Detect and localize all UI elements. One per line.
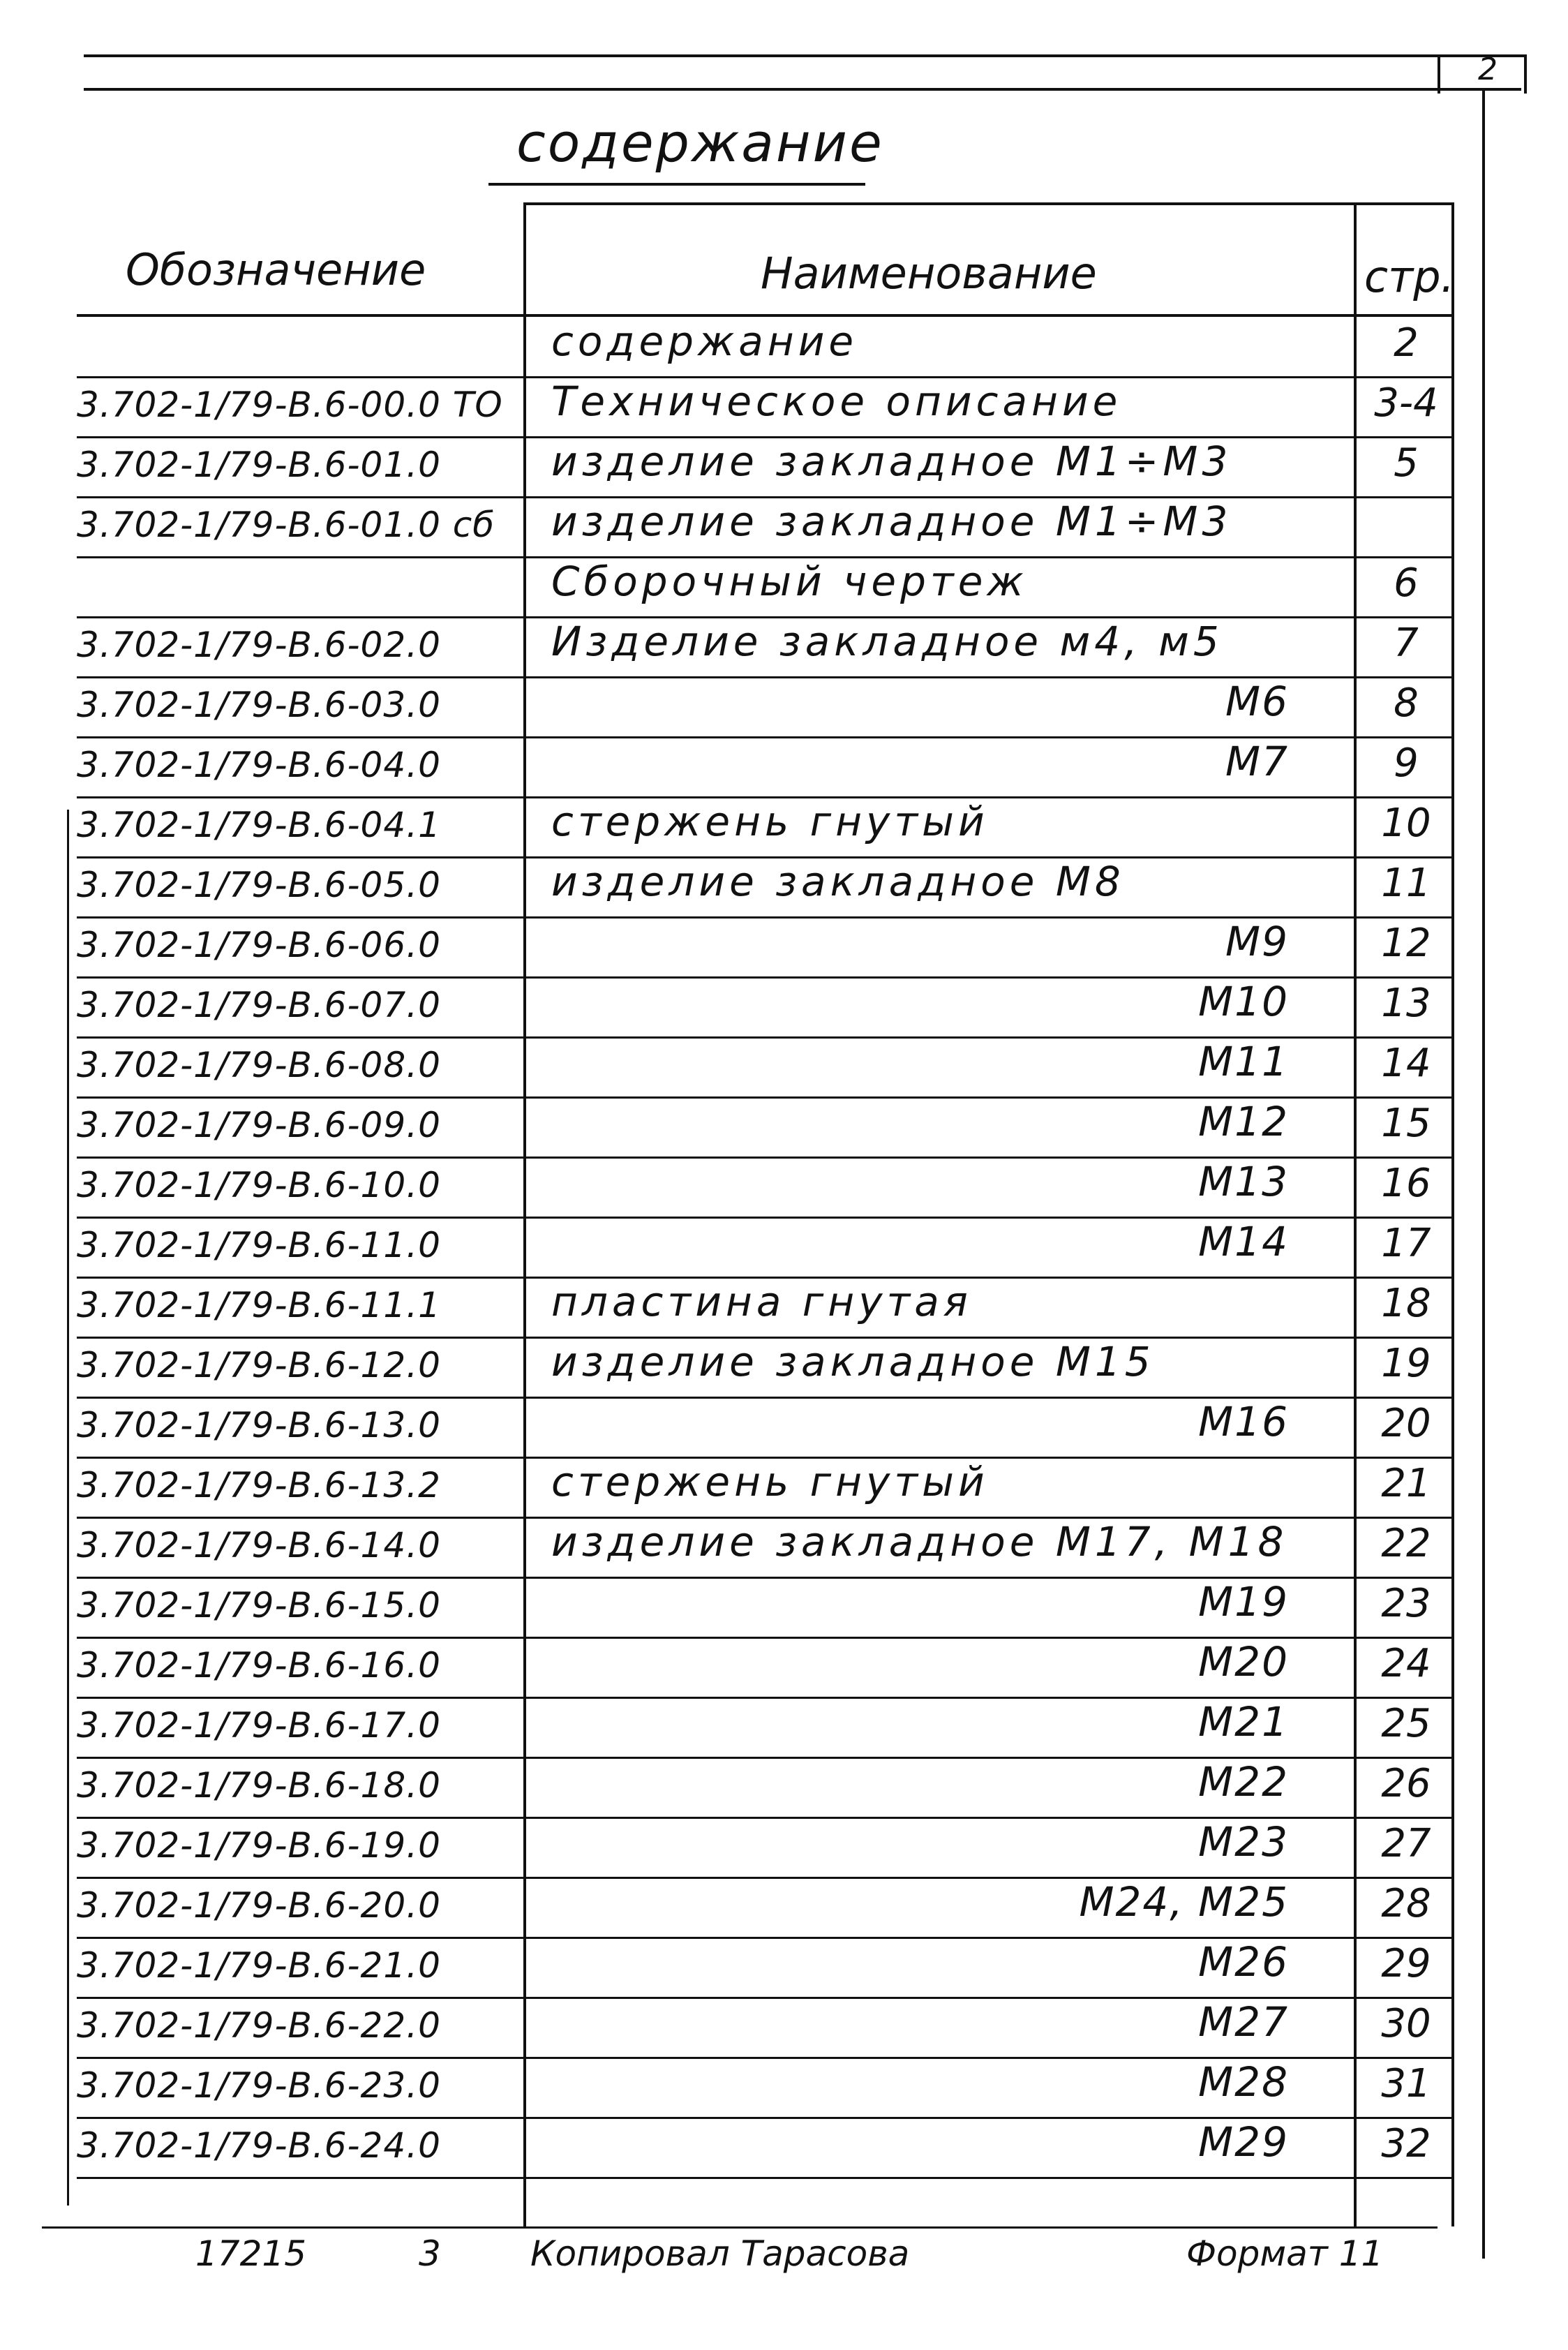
- row-page: 2: [1394, 320, 1419, 366]
- row-designation: 3.702-1/79-В.6-01.0 сб: [77, 505, 495, 545]
- table-row: [0, 1098, 1568, 1158]
- row-page: 18: [1381, 1281, 1431, 1326]
- row-name: изделие закладное М17, М18: [551, 1518, 1288, 1566]
- row-name: изделие закладное М1÷М3: [551, 498, 1232, 545]
- row-page: 11: [1381, 861, 1431, 906]
- row-designation: 3.702-1/79-В.6-08.0: [77, 1045, 441, 1085]
- row-page: 28: [1381, 1881, 1431, 1926]
- row-page: 30: [1381, 2001, 1431, 2046]
- table-row: [0, 918, 1568, 978]
- page-number: 2: [1478, 52, 1498, 87]
- row-page: 5: [1394, 440, 1419, 486]
- row-designation: 3.702-1/79-В.6-17.0: [77, 1705, 441, 1746]
- table-row: [0, 378, 1568, 438]
- table-row: [0, 1338, 1568, 1398]
- table-row: [0, 2118, 1568, 2178]
- row-designation: 3.702-1/79-В.6-10.0: [77, 1165, 441, 1205]
- footer-order-number: 17215: [195, 2233, 307, 2274]
- row-name: М29: [1198, 2118, 1289, 2166]
- row-page: 8: [1394, 681, 1419, 726]
- row-name: Сборочный чертеж: [551, 558, 1028, 605]
- row-separator: [77, 2177, 1454, 2179]
- row-designation: 3.702-1/79-В.6-06.0: [77, 925, 441, 965]
- row-page: 22: [1381, 1521, 1431, 1566]
- row-page: 26: [1381, 1761, 1431, 1806]
- table-row: [0, 438, 1568, 498]
- table-row: [0, 1698, 1568, 1758]
- row-page: 14: [1381, 1041, 1431, 1086]
- table-row: [0, 558, 1568, 618]
- row-designation: 3.702-1/79-В.6-09.0: [77, 1105, 441, 1145]
- table-row: [0, 1638, 1568, 1698]
- row-name: стержень гнутый: [551, 798, 989, 845]
- page-title: содержание: [516, 112, 884, 174]
- table-row: [0, 1998, 1568, 2058]
- table-row: [0, 618, 1568, 678]
- title-underline: [488, 183, 865, 186]
- row-name: М9: [1225, 918, 1289, 965]
- row-page: 29: [1381, 1941, 1431, 1986]
- row-name: М13: [1198, 1158, 1289, 1205]
- row-designation: 3.702-1/79-В.6-04.1: [77, 805, 441, 845]
- row-page: 3-4: [1374, 380, 1438, 426]
- row-page: 10: [1381, 801, 1431, 846]
- row-page: 12: [1381, 921, 1431, 966]
- row-designation: 3.702-1/79-В.6-11.0: [77, 1225, 441, 1265]
- row-name: пластина гнутая: [551, 1278, 972, 1325]
- table-row: [0, 738, 1568, 798]
- row-designation: 3.702-1/79-В.6-14.0: [77, 1525, 441, 1566]
- header-top-rule: [523, 202, 1454, 205]
- row-designation: 3.702-1/79-В.6-22.0: [77, 2005, 441, 2046]
- row-designation: 3.702-1/79-В.6-15.0: [77, 1585, 441, 1626]
- row-designation: 3.702-1/79-В.6-16.0: [77, 1645, 441, 1686]
- row-name: М24, М25: [1079, 1878, 1289, 1926]
- table-row: [0, 978, 1568, 1038]
- row-name: М20: [1198, 1638, 1289, 1686]
- footer-sheet: 3: [419, 2233, 441, 2274]
- table-row: [0, 1038, 1568, 1098]
- row-designation: 3.702-1/79-В.6-03.0: [77, 685, 441, 725]
- row-name: М19: [1198, 1578, 1289, 1626]
- row-name: стержень гнутый: [551, 1458, 989, 1505]
- row-designation: 3.702-1/79-В.6-05.0: [77, 865, 441, 905]
- row-page: 19: [1381, 1341, 1431, 1386]
- row-name: М27: [1198, 1998, 1289, 2046]
- row-name: изделие закладное М8: [551, 858, 1125, 905]
- row-page: 21: [1381, 1461, 1431, 1506]
- table-row: [0, 2058, 1568, 2118]
- row-designation: 3.702-1/79-В.6-24.0: [77, 2125, 441, 2166]
- row-name: М6: [1225, 678, 1289, 725]
- row-page: 23: [1381, 1581, 1431, 1626]
- row-name: содержание: [551, 318, 858, 365]
- row-designation: 3.702-1/79-В.6-11.1: [77, 1285, 441, 1325]
- row-name: М26: [1198, 1938, 1289, 1986]
- table-row: [0, 1158, 1568, 1218]
- table-row: [0, 678, 1568, 738]
- header-name: Наименование: [761, 248, 1097, 299]
- row-designation: 3.702-1/79-В.6-18.0: [77, 1765, 441, 1806]
- row-page: 32: [1381, 2121, 1431, 2166]
- row-designation: 3.702-1/79-В.6-07.0: [77, 985, 441, 1025]
- row-name: М11: [1198, 1038, 1289, 1085]
- row-name: изделие закладное М1÷М3: [551, 438, 1232, 485]
- table-bottom-rule: [42, 2226, 1438, 2229]
- footer-format: Формат 11: [1186, 2233, 1384, 2274]
- table-row: [0, 1878, 1568, 1938]
- table-row: [0, 1518, 1568, 1578]
- row-page: 16: [1381, 1161, 1431, 1206]
- header-designation: Обозначение: [126, 244, 426, 295]
- table-row: [0, 318, 1568, 378]
- row-page: 7: [1394, 620, 1419, 666]
- row-designation: 3.702-1/79-В.6-23.0: [77, 2065, 441, 2106]
- footer-copied-by: Копировал Тарасова: [530, 2233, 910, 2274]
- row-page: 25: [1381, 1701, 1431, 1746]
- row-name: Изделие закладное м4, м5: [551, 618, 1223, 665]
- row-name: М22: [1198, 1758, 1289, 1806]
- row-name: М14: [1198, 1218, 1289, 1265]
- table-row: [0, 1758, 1568, 1818]
- table-row: [0, 798, 1568, 858]
- table-row: [0, 1578, 1568, 1638]
- row-page: 6: [1394, 560, 1419, 606]
- row-name: М23: [1198, 1818, 1289, 1866]
- table-row: [0, 1938, 1568, 1998]
- row-page: 17: [1381, 1221, 1431, 1266]
- row-name: М10: [1198, 978, 1289, 1025]
- row-name: М12: [1198, 1098, 1289, 1145]
- row-designation: 3.702-1/79-В.6-00.0 ТО: [77, 385, 503, 425]
- row-name: М7: [1225, 738, 1289, 785]
- row-name: М28: [1198, 2058, 1289, 2106]
- row-designation: 3.702-1/79-В.6-12.0: [77, 1345, 441, 1385]
- table-row: [0, 1458, 1568, 1518]
- row-name: М16: [1198, 1398, 1289, 1445]
- row-page: 20: [1381, 1401, 1431, 1446]
- row-page: 31: [1381, 2061, 1431, 2106]
- row-designation: 3.702-1/79-В.6-01.0: [77, 445, 441, 485]
- table-row: [0, 1398, 1568, 1458]
- row-designation: 3.702-1/79-В.6-04.0: [77, 745, 441, 785]
- row-designation: 3.702-1/79-В.6-20.0: [77, 1885, 441, 1926]
- row-designation: 3.702-1/79-В.6-13.2: [77, 1465, 441, 1505]
- row-designation: 3.702-1/79-В.6-02.0: [77, 625, 441, 665]
- row-page: 24: [1381, 1641, 1431, 1686]
- row-name: Техническое описание: [551, 378, 1122, 425]
- row-page: 9: [1394, 741, 1419, 786]
- row-page: 13: [1381, 981, 1431, 1026]
- row-name: изделие закладное М15: [551, 1338, 1155, 1385]
- top-border-inner: [84, 88, 1521, 91]
- row-page: 15: [1381, 1101, 1431, 1146]
- row-designation: 3.702-1/79-В.6-21.0: [77, 1945, 441, 1986]
- header-page: стр.: [1364, 251, 1455, 302]
- table-row: [0, 1278, 1568, 1338]
- row-name: М21: [1198, 1698, 1289, 1746]
- row-page: 27: [1381, 1821, 1431, 1866]
- top-border: [84, 54, 1521, 57]
- table-row: [0, 1818, 1568, 1878]
- table-row: [0, 498, 1568, 558]
- row-designation: 3.702-1/79-В.6-19.0: [77, 1825, 441, 1866]
- table-row: [0, 858, 1568, 918]
- row-designation: 3.702-1/79-В.6-13.0: [77, 1405, 441, 1445]
- header-bottom-rule: [77, 314, 1454, 317]
- table-row: [0, 1218, 1568, 1278]
